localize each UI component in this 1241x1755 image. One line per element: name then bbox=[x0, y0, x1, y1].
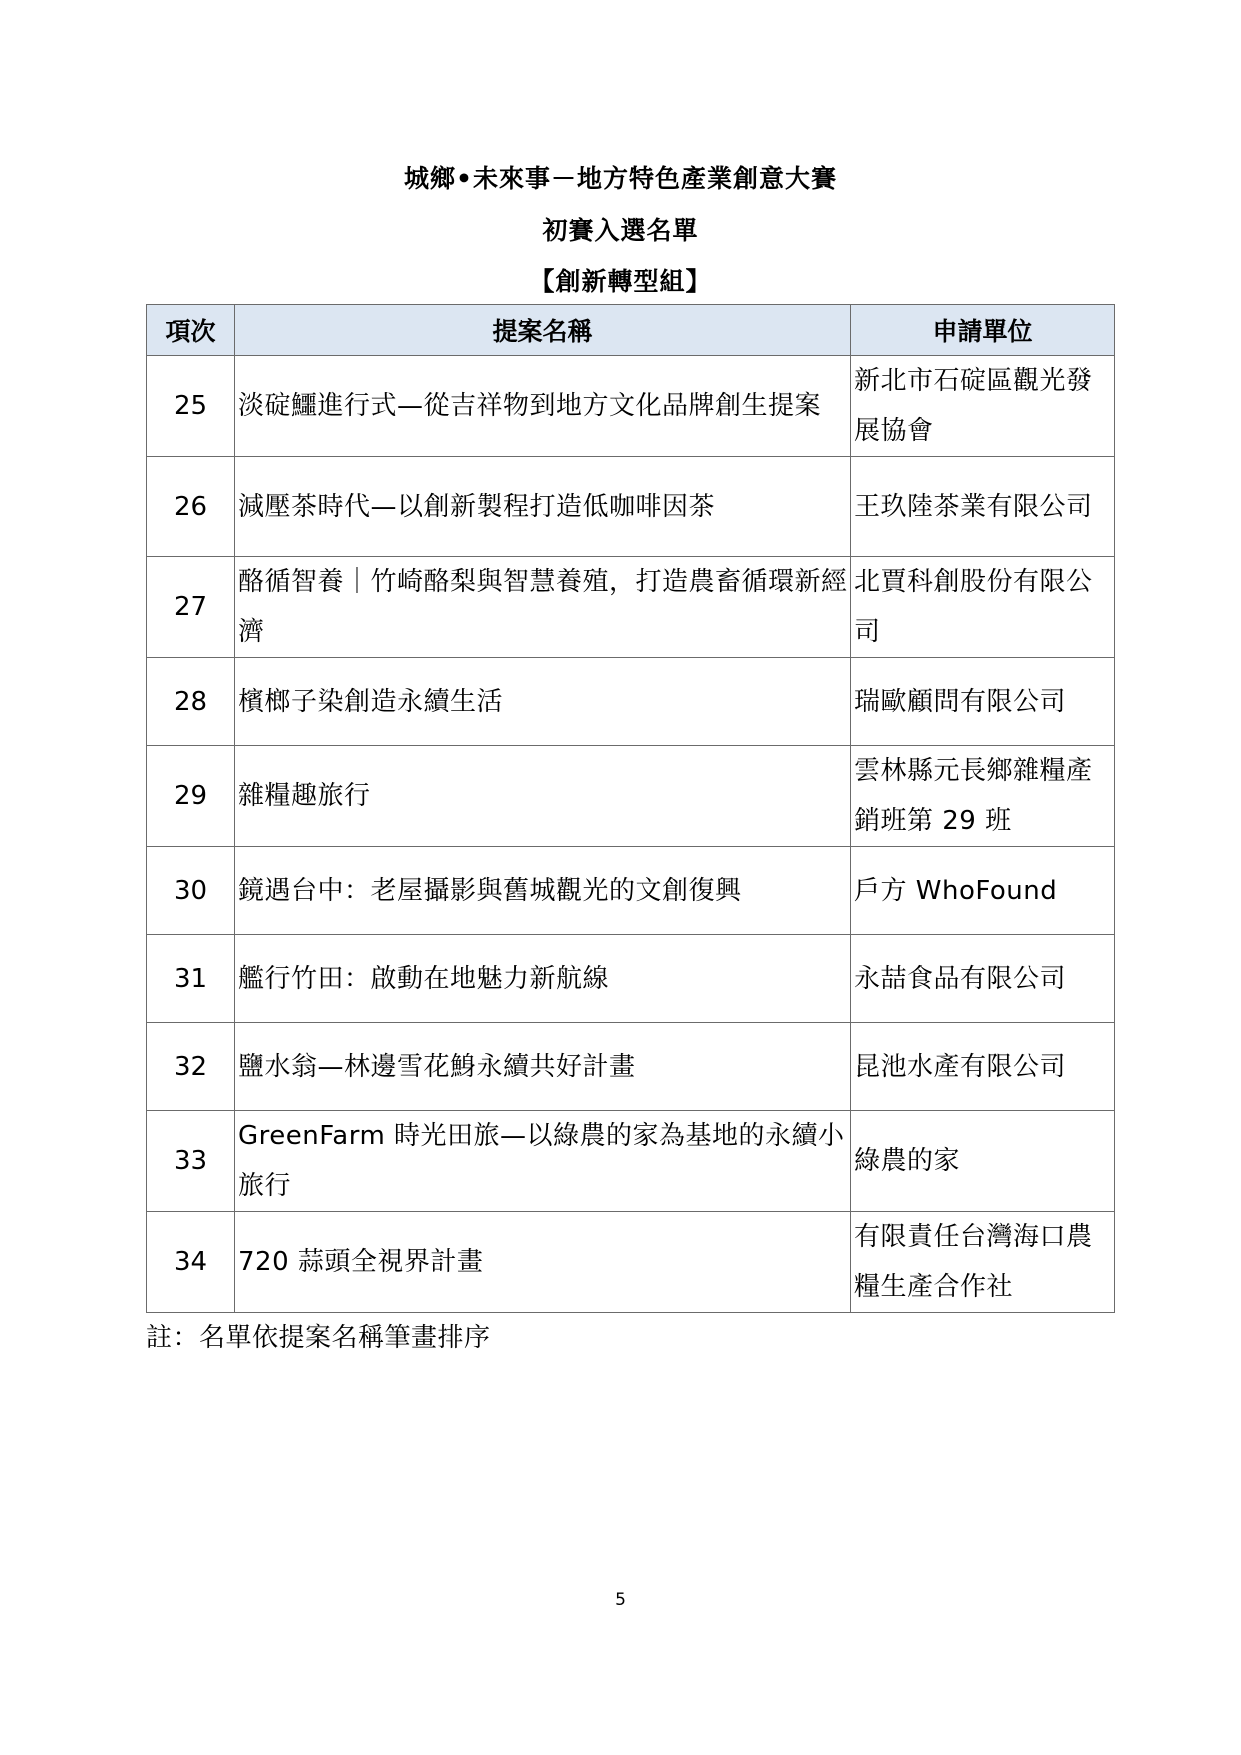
document-subtitle: 初賽入選名單 bbox=[542, 216, 699, 245]
cell-applicant: 昆池水產有限公司 bbox=[851, 1023, 1115, 1111]
table-row bbox=[147, 1111, 1115, 1212]
cell-proposal-name: 酪循智養｜竹崎酪梨與智慧養殖，打造農畜循環新經濟 bbox=[235, 557, 851, 658]
cell-proposal-name: 雜糧趣旅行 bbox=[235, 746, 851, 847]
cell-applicant: 綠農的家 bbox=[851, 1111, 1115, 1212]
table-row bbox=[147, 847, 1115, 935]
cell-applicant: 北賈科創股份有限公司 bbox=[851, 557, 1115, 658]
cell-no: 33 bbox=[147, 1111, 235, 1212]
group-title: 【創新轉型組】 bbox=[529, 267, 712, 296]
cell-proposal-name: 檳榔子染創造永續生活 bbox=[235, 658, 851, 746]
cell-applicant: 新北市石碇區觀光發展協會 bbox=[851, 356, 1115, 457]
table-header-row bbox=[147, 305, 1115, 356]
table-row bbox=[147, 658, 1115, 746]
column-header-org: 申請單位 bbox=[851, 305, 1115, 356]
cell-applicant: 雲林縣元長鄉雜糧產銷班第 29 班 bbox=[851, 746, 1115, 847]
cell-proposal-name: 鏡遇台中：老屋攝影與舊城觀光的文創復興 bbox=[235, 847, 851, 935]
page-number: 5 bbox=[615, 1590, 626, 1610]
cell-no: 32 bbox=[147, 1023, 235, 1111]
table-row bbox=[147, 557, 1115, 658]
document-title: 城鄉•未來事－地方特色產業創意大賽 bbox=[404, 164, 837, 193]
finalist-table bbox=[146, 304, 1115, 1313]
column-header-name: 提案名稱 bbox=[235, 305, 851, 356]
table-row bbox=[147, 457, 1115, 557]
cell-no: 25 bbox=[147, 356, 235, 457]
table-row bbox=[147, 1212, 1115, 1313]
cell-no: 34 bbox=[147, 1212, 235, 1313]
cell-proposal-name: 720 蒜頭全視界計畫 bbox=[235, 1212, 851, 1313]
cell-applicant: 永喆食品有限公司 bbox=[851, 935, 1115, 1023]
cell-proposal-name: 淡碇鱷進行式—從吉祥物到地方文化品牌創生提案 bbox=[235, 356, 851, 457]
cell-no: 27 bbox=[147, 557, 235, 658]
table-row bbox=[147, 1023, 1115, 1111]
cell-applicant: 瑞歐顧問有限公司 bbox=[851, 658, 1115, 746]
cell-proposal-name: 減壓茶時代—以創新製程打造低咖啡因茶 bbox=[235, 457, 851, 557]
sorting-note: 註：名單依提案名稱筆畫排序 bbox=[146, 1323, 491, 1353]
cell-proposal-name: GreenFarm 時光田旅—以綠農的家為基地的永續小旅行 bbox=[235, 1111, 851, 1212]
cell-applicant: 有限責任台灣海口農糧生產合作社 bbox=[851, 1212, 1115, 1313]
cell-applicant: 王玖陸茶業有限公司 bbox=[851, 457, 1115, 557]
table-row bbox=[147, 746, 1115, 847]
cell-no: 26 bbox=[147, 457, 235, 557]
table-row bbox=[147, 935, 1115, 1023]
cell-no: 29 bbox=[147, 746, 235, 847]
cell-no: 28 bbox=[147, 658, 235, 746]
cell-applicant: 戶方 WhoFound bbox=[851, 847, 1115, 935]
column-header-no: 項次 bbox=[147, 305, 235, 356]
cell-no: 31 bbox=[147, 935, 235, 1023]
table-row bbox=[147, 356, 1115, 457]
cell-proposal-name: 艦行竹田：啟動在地魅力新航線 bbox=[235, 935, 851, 1023]
cell-proposal-name: 鹽水翁—林邊雪花鯓永續共好計畫 bbox=[235, 1023, 851, 1111]
cell-no: 30 bbox=[147, 847, 235, 935]
